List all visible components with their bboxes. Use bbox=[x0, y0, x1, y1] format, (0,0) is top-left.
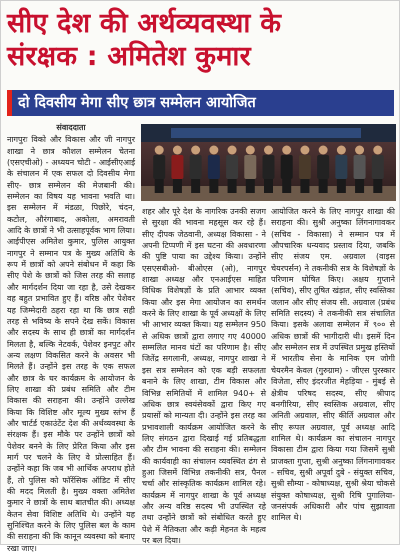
article-column-1-text: नागपुरः विको और विकास और जी नागपुर शाखा ने छात्र कौशल सम्मेलन चेतना (एसएचीओ) - अध्ययन चोटी - आईसीएआई के संचालन में एक सफल दो दिवसीय मेगा सीए- छात्र सम्मेलन की मेजबानी की। सम्मेलन का विषय यह भावना भवति था। इस सम्मेलन में मंडळा, पिछोरे, चंदन, कटोल, औरंगाबाद, अकोला, अमरावती आदि के छात्रों ने भी उत्साहपूर्वक भाग लिया। आईपीएस अमितेश कुमार, पुलिस आयुक्त नागपुर ने सम्मान पत्र के मुख्य अतिथि के रूप में छात्रों को अपने संबोधन में कहा कि सीए पेशे के छात्रों को जिस तरह की सलाह और मार्गदर्शन दिया जा रहा है, उसे देखकर वह बहुत प्रभावित हुए हैं। वरिष्ठ और पेशेवर यह जिम्मेदारी ठहरा रहा था कि छात्र सही तरह से भविष्य के सपने देख सकें। विकास और सदस्य के साथ ही छात्रों का मार्गदर्शन मिलता है, बल्कि नेटवर्क, पेशेवर इनपुट और अन्य लक्षण विकसित करने के अवसर भी मिलते हैं। उन्होंने इस तरह के एक सफल और छात्र के घर कार्यक्रम के आयोजन के लिए शाखा की प्रबंध समिति और टीम विकास की सराहना की। उन्होंने उल्लेख किया कि विशिष्ट और मूल्य मुख्य स्तंभ हैं और चार्टर्ड एकाउंटेंट देश की अर्थव्यवस्था के संरक्षक हैं। इस मौके पर उन्होंने छात्रों को पेशेवर बनने के लिए प्रेरित किया और इस मार्ग पर चलने के लिए वे प्रोत्साहित हैं। उन्होंने कहा कि जब भी आर्थिक अपराध होते हैं, तो पुलिस को फॉरेंसिक ऑडिट में सीए की मदद मिलती है। मुख्य वक्ता अमितेश कुमार ने छात्रों के साथ बातचीत की। अध्यक्ष केतन सेवा विशिष्ट अतिथि थे। उन्होंने यह सुनिश्चित करने के लिए पुलिस बल के काम की सराहना की कि कानून व्यवस्था को बनाए रखा जाए। bbox=[7, 135, 135, 553]
article-dateline: संवाददाता bbox=[56, 123, 86, 132]
headline-line-1: सीए देश की अर्थव्यवस्था के bbox=[7, 8, 282, 39]
event-photo-image bbox=[141, 124, 396, 201]
event-photo bbox=[141, 124, 396, 201]
article-subheadline: दो दिवसीय मेगा सीए छात्र सम्मेलन आयोजित bbox=[7, 90, 394, 116]
article-column-2-text: शहर और पूरे देश के नागरिक उनकी सजग से सुरक्षा की भावना महसूस कर रहे हैं। सीए दीपक जेठवानी, अध्यक्ष विकासा - ने अपनी टिप्पणी में इस घटना की अवधारणा की पुष्टि पाया का उद्देश्य किया। उन्होंने एसएसबीओ- बीओएस (ओ), नागपुर शाखा अध्यक्ष और एनआईएस माहित विधिक विशेषज्ञों के प्रति आभार व्यक्त किया और इस मेगा आयोजन का समर्थन करने के लिए शाखा के पूर्व अध्यक्षों के लिए भी आभार व्यक्त किया। यह सम्मेलन 950 से अधिक छात्रों द्वारा लगाए गए 40000 सम्मलित मानव घंटों का परिणाम है। सीए जितेंद्र सगलानी, अध्यक्ष, नागपुर शाखा ने इस सत्र सम्मेलन को एक बड़ी सफलता बनाने के लिए शाखा, टीम विकास और विभिन्न समितियों में शामिल 940+ से अधिक छात्र स्वयंसेवकों द्वारा किए गए प्रयासों को मान्यता दी। उन्होंने इस तरह का प्रभावशाली कार्यक्रम आयोजित करने के लिए संगठन द्वारा दिखाई गई प्रतिबद्धता और टीम भावना की सराहना की। सम्मेलन की कार्यवाही का संचालन व्यवस्थित ढंग से हुआ जिसमें विभिन्न तकनीकी सत्र, पैनल चर्चा और सांस्कृतिक कार्यक्रम शामिल रहे। कार्यक्रम में नागपुर शाखा के पूर्व अध्यक्ष और अन्य वरिष्ठ सदस्य भी उपस्थित रहे तथा उन्होंने छात्रों को संबोधित करते हुए पेशे में नैतिकता और कड़ी मेहनत के महत्व पर बल दिया। bbox=[142, 207, 266, 545]
article-column-3-text: आयोजित करने के लिए नागपुर शाखा की सराहना की। सुश्री अनुष्का लिंगनागावकर (सचिव - विकासा) ने सम्मान पत्र में औपचारिक धन्यवाद प्रस्ताव दिया, जबकि सीए संजय एम. अग्रवाल (वाइस चेयरपर्सन) ने तकनीकी सत्र के विशेषज्ञों के परिणाम घोषित किए। अक्षय गुप्ताने (सचिव), सीए तुषित खंड़ात, सीए स्वस्तिका जलान और सीए संजय सी. अग्रवाल (प्रबंध समिति सदस्य) ने तकनीकी सत्र संचालित किया। इसके अलावा सम्मेलन में ९०० से अधिक छात्रों की भागीदारी थी। इसमें दिन और सम्मेलन सत्र में उपस्थित प्रमुख हस्तियों में भारतीय सेना के मानिक एम जोगी चेयरमैन केवल (गुरुग्राम) - जीएस पुरस्कार विजेता, सीए इंदरजीत मेहड़िया - मुंबई से क्षेत्रीय परिषद सदस्य, सीए श्रीपाद बनगीरिया, सीए स्वस्तिक अग्रवाल, सीए अनिती अग्रवाल, सीए कीर्ति अग्रवाल और सीए रूपल अग्रवाल, पूर्व अध्यक्ष आदि शामिल थे। कार्यक्रम का संचालन नागपुर विकासा टीम द्वारा किया गया जिसमें सुश्री प्राजक्ता गुप्ता, सुश्री अनुष्का लिंगनागावकर - सचिव, सुश्री अपूर्वा दुबे - संयुक्त सचिव, सुश्री सौम्या - कोषाध्यक्ष, सुश्री श्रेया चोकसे संयुक्त कोषाध्यक्ष, सुश्री रिषि पुगालिया-जनसंपर्क अधिकारी और पांच सुझावता शामिल थे। bbox=[271, 207, 395, 523]
article-column-3 bbox=[271, 206, 395, 542]
article-column-2 bbox=[142, 206, 266, 545]
headline-line-2: संरक्षक : अमितेश कुमार bbox=[7, 41, 251, 72]
article-column-1 bbox=[7, 122, 135, 553]
article-headline bbox=[7, 7, 395, 73]
